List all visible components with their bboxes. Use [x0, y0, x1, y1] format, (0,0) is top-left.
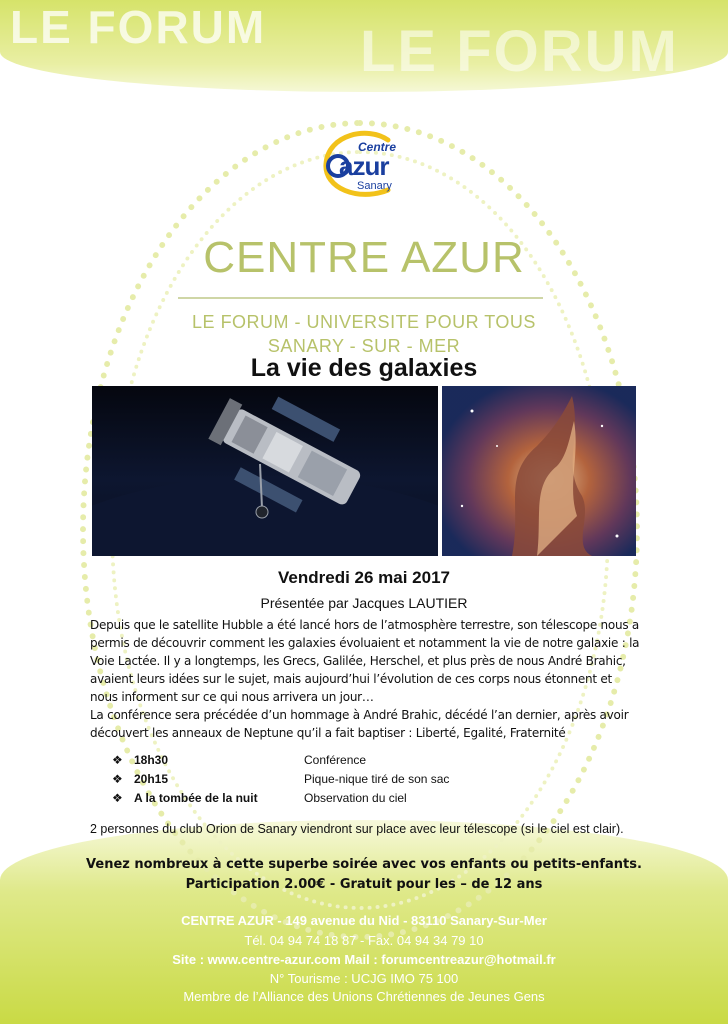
- description-paragraph-1: Depuis que le satellite Hubble a été lancé hors de l’atmosphère terrestre, son télescope nous a permis de découvrir comment les galaxies évoluaient et notamment la vie de notre galaxie : la Voie Lactée. Il y a longtemps, les Grecs, Galilée, Herschel, et plus près de nous André Brahic, avaient leurs idées sur le sujet, mais aujourd’hui l’évolution de ces corps nous étonnent et nous informent sur ce qui nous arrivera un jour…: [90, 618, 640, 704]
- schedule-description: Pique-nique tiré de son sac: [304, 772, 450, 786]
- title-divider: [178, 297, 543, 299]
- footer-phone: Tél. 04 94 74 18 87 - Fax. 04 94 34 79 10: [244, 933, 484, 948]
- schedule-time: 20h15: [134, 772, 169, 786]
- logo-text-sanary: Sanary: [357, 180, 392, 192]
- event-title: La vie des galaxies: [250, 354, 478, 382]
- bullet-icon: ❖: [112, 791, 123, 805]
- schedule-time: 18h30: [134, 753, 169, 767]
- footer-membership: Membre de l’Alliance des Unions Chrétiennes de Jeunes Gens: [183, 989, 545, 1004]
- schedule-description: Observation du ciel: [304, 791, 407, 805]
- hubble-telescope-image: [92, 386, 438, 556]
- bullet-icon: ❖: [112, 753, 123, 767]
- description-paragraph-2: La conférence sera précédée d’un hommage à André Brahic, décédé l’an dernier, après avoir découvert les anneaux de Neptune qu’il a fait baptiser : Liberté, Egalité, Fraternité: [90, 708, 629, 740]
- bullet-icon: ❖: [112, 772, 123, 786]
- event-presenter: Présentée par Jacques LAUTIER: [260, 595, 468, 611]
- orion-club-note: 2 personnes du club Orion de Sanary viendront sur place avec leur télescope (si le ciel est clair).: [90, 822, 624, 836]
- footer-website-email: Site : www.centre-azur.com Mail : forumcentreazur@hotmail.fr: [172, 952, 556, 967]
- watermark-text-right: LE FORUM: [360, 19, 679, 84]
- top-banner: [0, 0, 728, 92]
- logo-text-azur: azur: [339, 151, 389, 181]
- schedule-time: A la tombée de la nuit: [134, 791, 258, 805]
- event-date: Vendredi 26 mai 2017: [278, 568, 450, 587]
- page-title: CENTRE AZUR: [203, 233, 525, 282]
- logo-text-centre: Centre: [358, 140, 397, 154]
- watermark-text-left: LE FORUM: [10, 1, 267, 53]
- footer-tourism-number: N° Tourisme : UCJG IMO 75 100: [269, 971, 459, 986]
- subtitle-line-2: SANARY - SUR - MER: [267, 336, 461, 356]
- footer-address: CENTRE AZUR - 149 avenue du Nid - 83110 Sanary-Sur-Mer: [181, 913, 547, 928]
- call-to-action-line-1: Venez nombreux à cette superbe soirée avec vos enfants ou petits-enfants.: [86, 857, 642, 872]
- call-to-action-line-2: Participation 2.00€ - Gratuit pour les – de 12 ans: [185, 877, 543, 892]
- subtitle-line-1: LE FORUM - UNIVERSITE POUR TOUS: [192, 312, 536, 332]
- nebula-image: [442, 386, 636, 556]
- schedule-description: Conférence: [304, 753, 367, 767]
